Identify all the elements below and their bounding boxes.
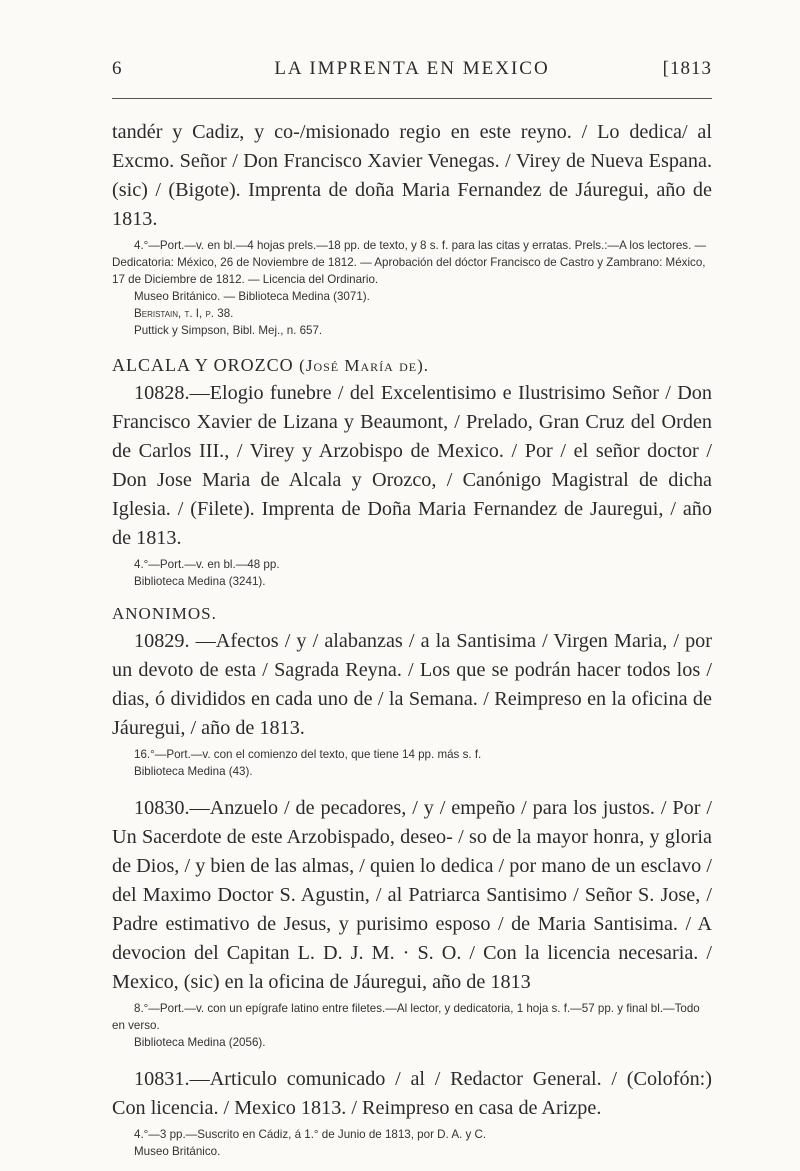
entry-10831-note-2: Museo Británico. bbox=[134, 1145, 221, 1158]
author-name: ALCALA Y OROZCO bbox=[112, 355, 294, 375]
entry-continuation-note-2: Museo Británico. — Biblioteca Medina (3071). bbox=[134, 290, 370, 303]
entry-10831-text: 10831.—Articulo comunicado / al / Redactor General. / (Colofón:) Con licencia. / Mexico 1813. / Reimpreso en casa de Arizpe. bbox=[112, 1068, 712, 1119]
running-year: [1813 bbox=[662, 58, 712, 79]
entry-10828-text: 10828.—Elogio funebre / del Excelentisimo e Ilustrisimo Señor / Don Francisco Xavier de Lizana y Beaumont, / Prelado, Gran Cruz del Orden de Carlos III., / Virey y Arzobispo de Mexico. / Por / el señor doctor / Don Jose Maria de Alcala y Orozco, / Canónigo Magistral de dicha Iglesia. / (Filete). Imprenta de Doña Maria Fernandez de Jauregui, / año de 1813. bbox=[112, 382, 712, 549]
author-heading bbox=[112, 355, 712, 376]
entry-10830-note-1: 8.°—Port.—v. con un epígrafe latino entre filetes.—Al lector, y dedicatoria, 1 hoja s. f.—57 pp. y final bl.—Todo en verso. bbox=[112, 1002, 700, 1032]
entry-continuation-text: tandér y Cadiz, y co-/misionado regio en este reyno. / Lo dedica/ al Excmo. Señor / Don Francisco Xavier Venegas. / Virey de Nueva Espana. (sic) / (Bigote). Imprenta de doña Maria Fernandez de Jáuregui, año de 1813. bbox=[112, 121, 712, 230]
entry-continuation-note-3: Beristain, t. I, p. 38. bbox=[134, 307, 234, 320]
entry-10829-note-1: 16.°—Port.—v. con el comienzo del texto, que tiene 14 pp. más s. f. bbox=[134, 748, 482, 761]
author-given-name: (José María de). bbox=[299, 356, 429, 375]
page-body bbox=[112, 118, 712, 1160]
entry-10830-text: 10830.—Anzuelo / de pecadores, / y / empeño / para los justos. / Por / Un Sacerdote de este Arzobispado, deseo- / so de la mayor honra, y gloria de Dios, / y bien de las almas, / quien lo dedica / por mano de un esclavo / del Maximo Doctor S. Agustin, / al Patriarca Santisimo / Señor S. Jose, / Padre estimativo de Jesus, y purisimo esposo / de Maria Santisima. / A devocion del Capitan L. D. J. M. · S. O. / Con la licencia necesaria. / Mexico, (sic) en la oficina de Jáuregui, año de 1813 bbox=[112, 797, 712, 993]
running-title: LA IMPRENTA EN MEXICO bbox=[274, 58, 550, 79]
entry-10830-note-2: Biblioteca Medina (2056). bbox=[134, 1036, 266, 1049]
entry-continuation-note-4: Puttick y Simpson, Bibl. Mej., n. 657. bbox=[134, 324, 323, 337]
header-rule bbox=[112, 98, 712, 99]
running-header bbox=[112, 58, 712, 88]
entry-10831-note-1: 4.°—3 pp.—Suscrito en Cádiz, á 1.° de Junio de 1813, por D. A. y C. bbox=[134, 1128, 487, 1141]
page-number: 6 bbox=[112, 58, 123, 79]
entry-10829-text: 10829. —Afectos / y / alabanzas / a la Santisima / Virgen Maria, / por un devoto de esta / Sagrada Reyna. / Los que se podrán hacer todos los / dias, ó divididos en cada uno de / la Semana. / Reimpreso en la oficina de Jáuregui, / año de 1813. bbox=[112, 630, 712, 739]
entry-continuation-note-1: 4.°—Port.—v. en bl.—4 hojas prels.—18 pp. de texto, y 8 s. f. para las citas y erratas. Prels.:—A los lectores. — Dedicatoria: México, 26 de Noviembre de 1812. — Aprobación del dóctor Francisco de Castro y Zambrano: México, 17 de Diciembre de 1812. — Licencia del Ordinario. bbox=[112, 239, 707, 286]
entry-10829-note-2: Biblioteca Medina (43). bbox=[134, 765, 253, 778]
entry-10828-note-2: Biblioteca Medina (3241). bbox=[134, 575, 266, 588]
entry-10828-note-1: 4.°—Port.—v. en bl.—48 pp. bbox=[134, 558, 280, 571]
section-heading-anonimos: ANONIMOS. bbox=[112, 604, 217, 623]
